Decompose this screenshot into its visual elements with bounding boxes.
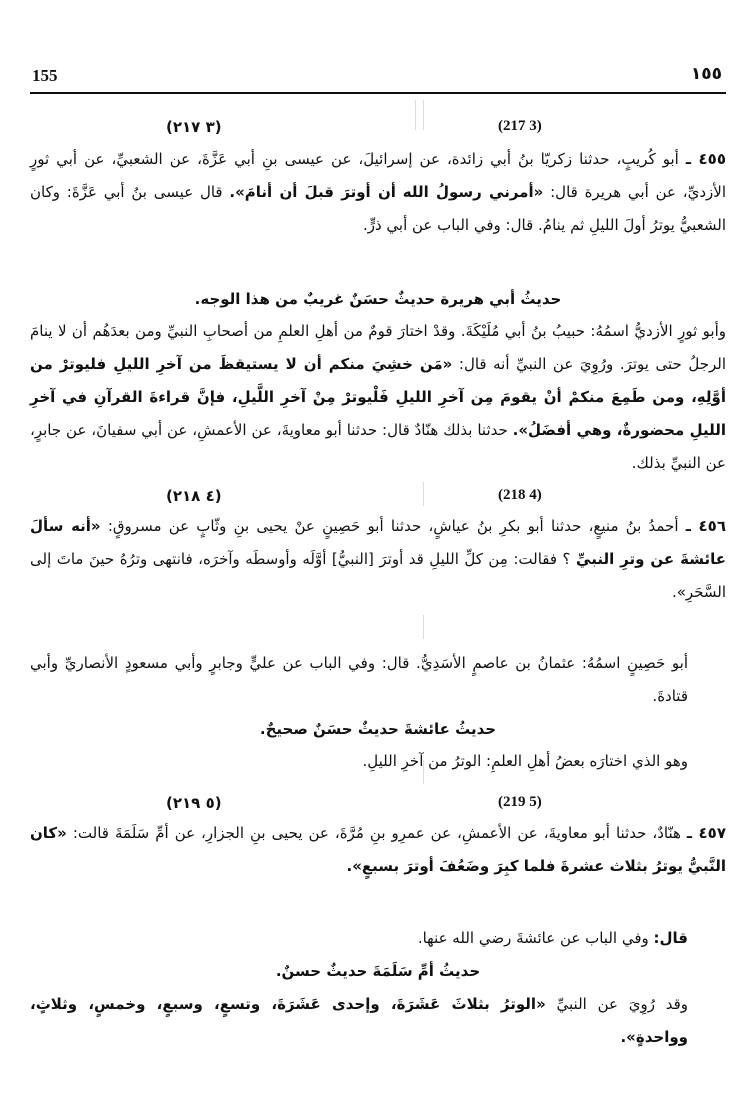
- hadith-chain: أحمدُ بنُ منيعٍ، حدثنا أبو بكرِ بنُ عياشٍ، حدثنا أبو حَصِينٍ عنْ يحيى بنِ وثّابٍ عن مسروقٍ:: [107, 517, 679, 535]
- hadith-quote: يوترُ بثلاث عشرةَ فلما كبِرَ وضَعُفَ أوترَ بسبعٍ».: [346, 857, 684, 875]
- final-text: وقد رُوِيَ عن النبيِّ: [556, 995, 688, 1013]
- note-qal: قال:: [653, 929, 688, 947]
- verdict-456: حديثُ عائشةَ حديثٌ حسَنٌ صحيحٌ.: [259, 720, 497, 738]
- hadith-quote: «أمرني رسولُ الله: [402, 183, 544, 201]
- hadith-quote: «كان النَّبيُّ: [30, 824, 726, 875]
- hadith-number: ٤٥٧ ـ: [686, 824, 726, 842]
- note-455: [30, 315, 726, 480]
- reference-latin: (218 4): [498, 487, 542, 503]
- verdict-457: حديثُ أمِّ سَلَمَةَ حديثٌ حسنٌ.: [275, 962, 481, 980]
- hadith-456: [30, 510, 726, 609]
- reference-latin: (217 3): [498, 118, 542, 134]
- note-text: بذلك.: [631, 454, 666, 472]
- hadith-chain: هنّادٌ، حدثنا أبو معاويةَ، عن الأعمشِ، عن عمرِو بنِ مُرَّةَ، عن يحيى بنِ الجزارِ، عن أمِّ سَلَمَةَ قالت:: [72, 824, 681, 842]
- hadith-chain: أبو كُريبٍ، حدثنا زكريّا بنُ أبي زائدة، عن إسرائيلَ، عن عيسى بنِ أبي عَزَّةَ، عن الشعبيِّ، عن أبي ثورٍ الأزديِّ، عن أبي هريرة قال:: [30, 150, 726, 201]
- note-text: وفي الباب عن عائشةَ رضي الله عنها.: [417, 929, 649, 947]
- reference-arabic: (٥ ٢١٩): [166, 794, 222, 812]
- hadith-quote-end: أن أوترَ قبلَ أن أنامَ».: [229, 183, 396, 201]
- note-text: حدثنا بذلك هنّادٌ قال: حدثنا أبو معاويةَ، عن الأعمشِ، عن أبي سفيانَ، عن جابرٍ، عن النبيِّ: [30, 421, 726, 472]
- reference-latin: (219 5): [498, 794, 542, 810]
- note-text: وأبو ثورٍ الأزديُّ اسمُهُ: حبيبُ بنُ أبي مُلَيْكَةَ. وقدْ اختارَ قومٌ من أهلِ العلمِ من أصحابِ النبيِّ: [167, 322, 726, 340]
- hadith-quote: «أنه سألَ عائشةَ عن وترِ النبيِّ: [30, 517, 726, 568]
- scan-mark: [423, 482, 424, 506]
- scan-mark: [423, 100, 424, 130]
- page-number-latin: 155: [32, 66, 58, 85]
- scan-mark: [415, 100, 416, 130]
- hadith-text: ؟ فقالت: مِن كلِّ الليلِ قد أوترَ [النبيُّ] أوَّلَه وأوسطَه وآخرَه، فانتهى وترُهُ حينَ ماتَ إلى السَّحَرِ».: [30, 550, 726, 601]
- reference-arabic: (٤ ٢١٨): [166, 487, 222, 505]
- hadith-number: ٤٥٦ ـ: [685, 517, 726, 535]
- verdict-455: حديثُ أبي هريرة حديثٌ حسَنٌ غريبٌ من هذا الوجه.: [194, 290, 562, 308]
- note-text: ومن بعدَهُم أن لا ينامَ الرجلُ حتى يوترَ. ورُوِيَ عن النبيِّ: [30, 322, 726, 373]
- note-quote: «مَن خشِيَ منكم أن لا يستيقظَ من آخرِ الليلِ فليوترْ من أوَّلِهِ، ومن طَمِعَ منكمْ أنْ يقومَ مِن آخرِ الليلِ فَلْيوترْ مِنْ آخرِ اللَّيلِ، فإنَّ قراءةَ القرآنِ في آخرِ الليلِ محضورةٌ، وهي أفضَلُ».: [30, 355, 726, 439]
- note-456: أبو حَصِينٍ اسمُهُ: عثمانُ بن عاصمٍ الأسَدِيُّ. قال: وفي الباب عن عليٍّ وجابرٍ وأبي مسعودٍ الأنصاريِّ وأبي قتادةَ.: [30, 654, 688, 705]
- reference-arabic: (٣ ٢١٧): [166, 118, 222, 136]
- hadith-number: ٤٥٥ ـ: [685, 150, 726, 168]
- hadith-comment: قال عيسى بنُ أبي عَزَّةَ: وكان الشعبيُّ يوترُ أولَ الليلِ ثم ينامُ. قال: وفي الباب عن أبي ذرٍّ.: [30, 183, 726, 234]
- scan-mark: [423, 615, 424, 639]
- hadith-455: [30, 143, 726, 242]
- final-quote: «الوترُ بثلاثَ عَشَرَةَ، وإحدى عَشَرَةَ، وتسعٍ، وسبعٍ، وخمسٍ، وثلاثٍ، وواحدةٍ».: [30, 995, 688, 1046]
- header-rule: [30, 92, 726, 94]
- note-457: [30, 922, 726, 955]
- hadith-457: [30, 817, 726, 883]
- note-456b: وهو الذي اختارَه بعضُ أهلِ العلمِ: الوترُ من آخرِ الليلِ.: [362, 752, 688, 770]
- page-number-arabic: ١٥٥: [690, 64, 722, 84]
- note-text: أنه قال:: [458, 355, 510, 373]
- final-note: [30, 988, 726, 1054]
